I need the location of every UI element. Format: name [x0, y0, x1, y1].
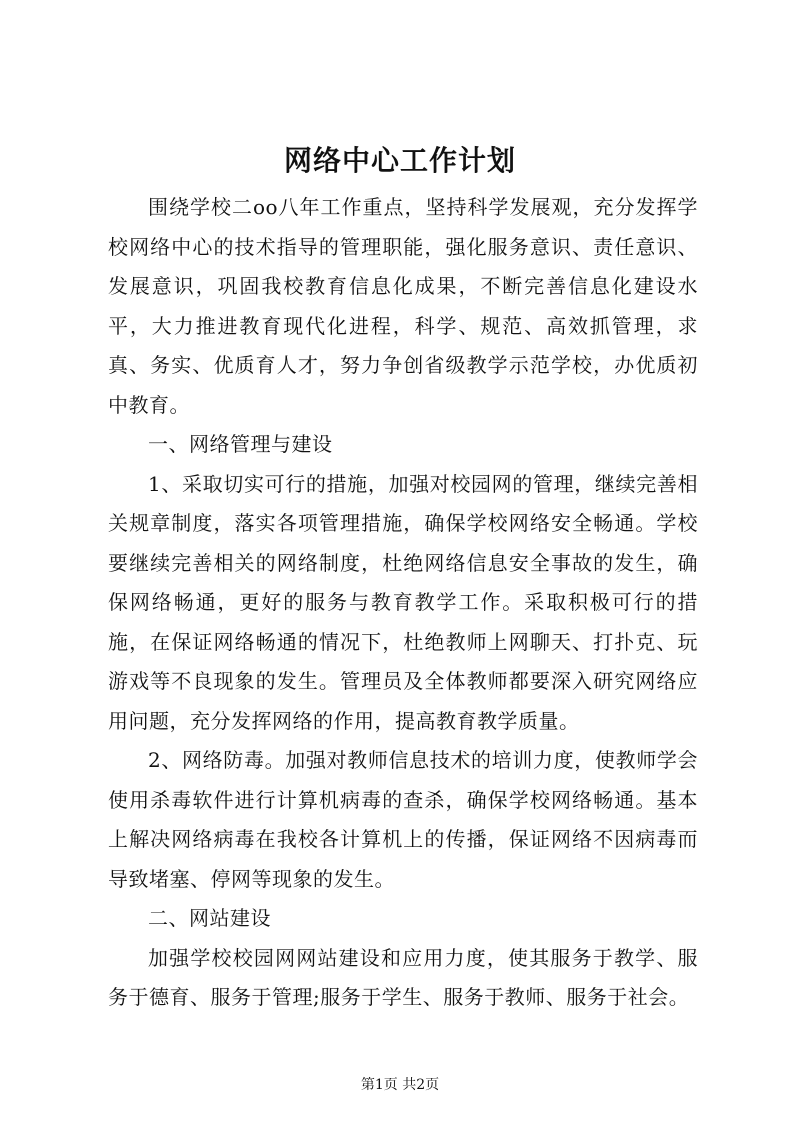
- document-body: [108, 188, 698, 1018]
- section-heading-network-management: 一、网络管理与建设: [148, 432, 333, 456]
- paragraph-item-2: 2、网络防毒。加强对教师信息技术的培训力度，使教师学会使用杀毒软件进行计算机病毒的查杀，确保学校网络畅通。基本上解决网络病毒在我校各计算机上的传播，保证网络不因病毒而导致堵塞、停网等现象的发生。: [108, 748, 698, 891]
- page-footer: 第1页 共2页: [360, 1077, 440, 1093]
- document-title: 网络中心工作计划: [283, 144, 516, 177]
- paragraph-intro: 围绕学校二oo八年工作重点，坚持科学发展观，充分发挥学校网络中心的技术指导的管理职能，强化服务意识、责任意识、发展意识，巩固我校教育信息化成果，不断完善信息化建设水平，大力推进教育现代化进程，科学、规范、高效抓管理，求真、务实、优质育人才，努力争创省级教学示范学校，办优质初中教育。: [108, 195, 698, 417]
- paragraph-website: 加强学校校园网网站建设和应用力度，使其服务于教学、服务于德育、服务于管理;服务于学生、服务于教师、服务于社会。: [108, 945, 698, 1009]
- section-heading-website: 二、网站建设: [148, 906, 271, 930]
- paragraph-item-1: 1、采取切实可行的措施，加强对校园网的管理，继续完善相关规章制度，落实各项管理措施，确保学校网络安全畅通。学校要继续完善相关的网络制度，杜绝网络信息安全事故的发生，确保网络畅通，更好的服务与教育教学工作。采取积极可行的措施，在保证网络畅通的情况下，杜绝教师上网聊天、打扑克、玩游戏等不良现象的发生。管理员及全体教师都要深入研究网络应用问题，充分发挥网络的作用，提高教育教学质量。: [108, 471, 698, 733]
